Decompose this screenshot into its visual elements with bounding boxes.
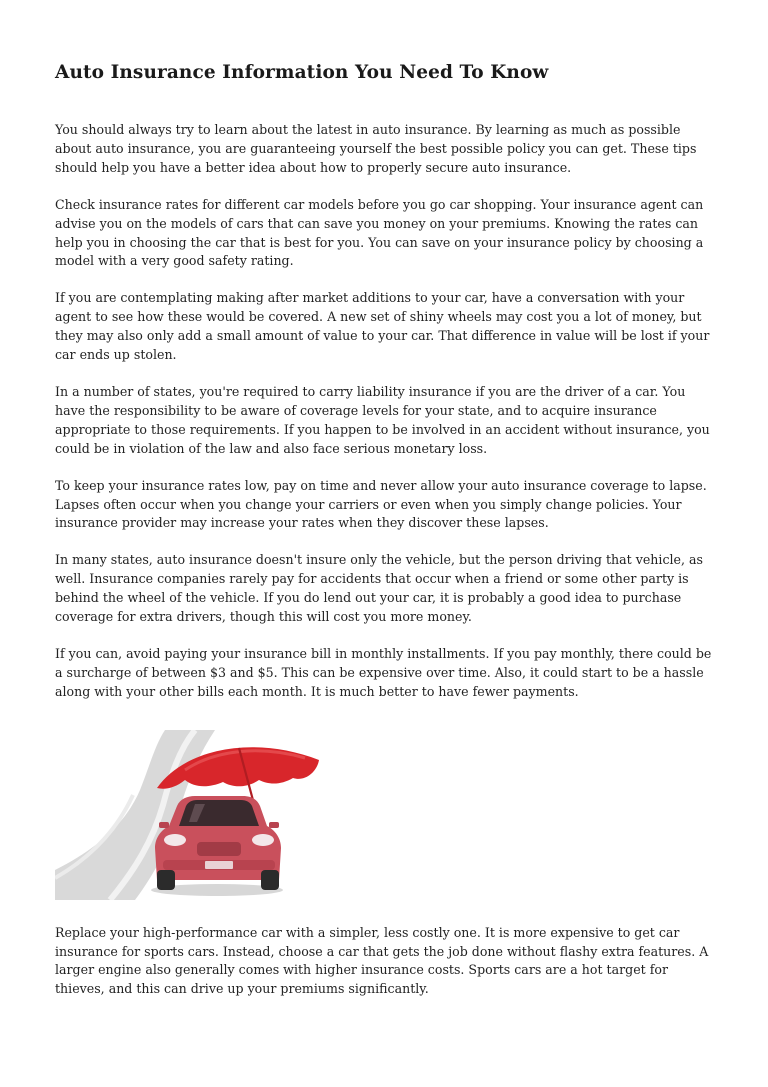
car-headlight-right	[252, 834, 274, 846]
paragraph-extra-drivers: In many states, auto insurance doesn't insure only the vehicle, but the person driving that vehicle, as well. Insurance companies rarely pay for accidents that occur when a friend or some other party is behind the wheel of the vehicle. If you do lend out your car, it is probably a good idea to purchase coverage for extra drivers, though this will cost you more money.	[55, 552, 703, 625]
paragraph-intro: You should always try to learn about the latest in auto insurance. By learning as much as possible about auto insurance, you are guaranteeing yourself the best possible policy you can get. These tips should help you have a better idea about how to properly secure auto insurance.	[55, 122, 697, 175]
car-windshield	[179, 800, 259, 826]
paragraph-lapses: To keep your insurance rates low, pay on time and never allow your auto insurance coverage to lapse. Lapses often occur when you change your carriers or even when you simply change policies. Your insurance provider may increase your rates when they discover these lapses.	[55, 477, 707, 531]
page-title: Auto Insurance Information You Need To Know	[55, 62, 549, 83]
car-mirror-left	[159, 822, 169, 828]
car-grille	[197, 842, 241, 856]
car-plate	[205, 861, 233, 869]
paragraph-aftermarket: If you are contemplating making after market additions to your car, have a conversation with your agent to see how these would be covered. A new set of shiny wheels may cost you a lot of money, but they may also only add a small amount of value to your car. That difference in value will be lost if your car ends up stolen.	[55, 290, 710, 363]
car-umbrella-illustration	[55, 730, 343, 900]
car-headlight-left	[164, 834, 186, 846]
paragraph-liability: In a number of states, you're required to carry liability insurance if you are the driver of a car. You have the responsibility to be aware of coverage levels for your state, and to acquire insurance appropriate to those requirements. If you happen to be involved in an accident without insurance, you could be in violation of the law and also face serious monetary loss.	[55, 383, 710, 456]
paragraph-car-models: Check insurance rates for different car models before you go car shopping. Your insurance agent can advise you on the models of cars that can save you money on your premiums. Knowing the rates can help you in choosing the car that is best for you. You can save on your insurance policy by choosing a model with a very good safety rating.	[55, 196, 704, 269]
paragraph-simpler-car: Replace your high-performance car with a simpler, less costly one. It is more expensive to get car insurance for sports cars. Instead, choose a car that gets the job done without flashy extra features. A larger engine also generally comes with higher insurance costs. Sports cars are a hot target for thieves, and this can drive up your premiums significantly.	[55, 924, 709, 997]
car-wheel-right	[261, 870, 279, 890]
car-mirror-right	[269, 822, 279, 828]
title-spacer	[55, 88, 715, 121]
car-wheel-left	[157, 870, 175, 890]
paragraph-installments: If you can, avoid paying your insurance bill in monthly installments. If you pay monthly, there could be a surcharge of between $3 and $5. This can be expensive over time. Also, it could start to be a hassle along with your other bills each month. It is much better to have fewer payments.	[55, 645, 712, 699]
document-page	[55, 58, 715, 1017]
